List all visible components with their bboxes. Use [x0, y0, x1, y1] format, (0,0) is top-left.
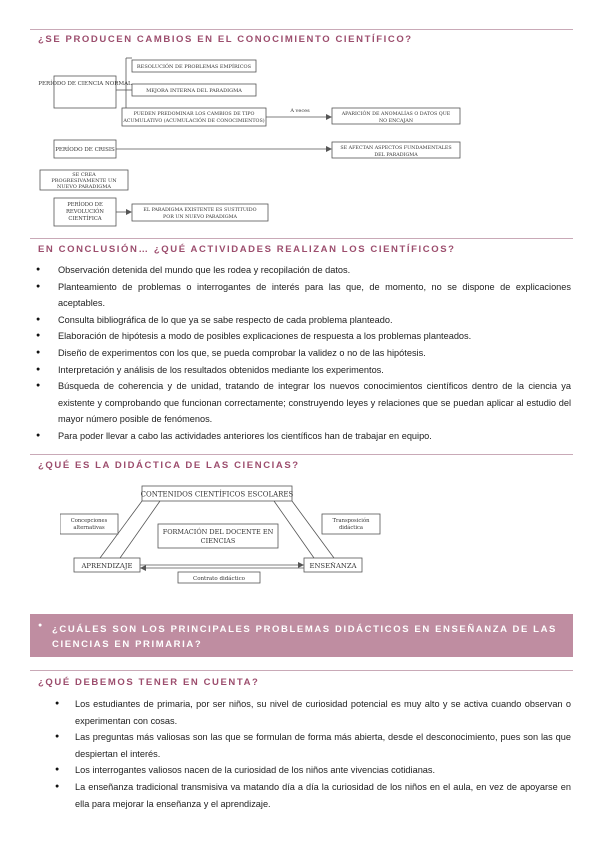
label-training-2: CIENCIAS — [200, 537, 236, 545]
label-revolution-1: PERÍODO DE — [67, 202, 103, 208]
label-affect-1: SE AFECTAN ASPECTOS FUNDAMENTALES — [340, 146, 452, 151]
section-heading-activities: EN CONCLUSIÓN… ¿QUÉ ACTIVIDADES REALIZAN LOS CIENTÍFICOS? — [38, 244, 456, 255]
label-crisis: PERÍODO DE CRISIS — [55, 147, 115, 153]
label-sometimes: A veces — [290, 108, 310, 114]
list-item: ● Elaboración de hipótesis a modo de posibles explicaciones de respuesta a los problemas planteados. — [36, 328, 571, 345]
divider — [30, 454, 573, 455]
list-item: ● Consulta bibliográfica de lo que ya se sabe respecto de cada problema planteado. — [36, 312, 571, 329]
label-revolution-2: REVOLUCIÓN — [66, 209, 104, 215]
list-item: ● Los estudiantes de primaria, por ser niños, su nivel de curiosidad potencial es muy alto y se activa cuando observan o experimentan con cosas. — [55, 696, 571, 729]
label-progressive-3: NUEVO PARADIGMA — [56, 184, 112, 190]
label-resolution: RESOLUCIÓN DE PROBLEMAS EMPÍRICOS — [136, 64, 252, 70]
list-item: ● La enseñanza tradicional transmisiva va matando día a día la curiosidad de los niños en el aula, en vez de apoyarse en ella para mejorar la enseñanza y el aprendizaje. — [55, 779, 571, 812]
label-alt-1: Concepciones — [70, 518, 108, 524]
considerations-list — [55, 696, 571, 812]
label-anomalies-1: APARICIÓN DE ANOMALÍAS O DATOS QUE — [341, 112, 451, 117]
label-trans-2: didáctica — [338, 525, 364, 531]
label-progressive-2: PROGRESIVAMENTE UN — [51, 178, 117, 184]
label-improvement: MEJORA INTERNA DEL PARADIGMA — [146, 88, 242, 94]
label-replace-2: POR UN NUEVO PARADIGMA — [163, 215, 237, 220]
list-item: ● Planteamiento de problemas o interrogantes de interés para las que, de momento, no se dispone de explicaciones aceptables. — [36, 279, 571, 312]
box-alt-conceptions — [60, 514, 118, 534]
section-band-problems — [30, 614, 573, 657]
label-revolution-3: CIENTÍFICA — [68, 216, 102, 222]
label-progressive-1: SE CREA — [72, 172, 96, 178]
label-learning: APRENDIZAJE — [81, 562, 133, 570]
diagram-scientific-change — [36, 52, 476, 232]
section-heading-consider: ¿QUÉ DEBEMOS TENER EN CUENTA? — [38, 677, 260, 688]
label-alt-2: alternativas — [73, 525, 105, 531]
label-contents: CONTENIDOS CIENTÍFICOS ESCOLARES — [140, 490, 294, 499]
label-training-1: FORMACIÓN DEL DOCENTE EN — [162, 528, 274, 536]
list-item: ● Observación detenida del mundo que les rodea y recopilación de datos. — [36, 262, 571, 279]
label-anomalies-2: NO ENCAJAN — [378, 119, 414, 124]
band-bullet: ● — [38, 622, 43, 629]
diagram-didactics — [60, 482, 396, 586]
label-change-2: ACUMULATIVO (ACUMULACIÓN DE CONOCIMIENTOS) — [123, 119, 265, 124]
list-item: ● Para poder llevar a cabo las actividades anteriores los científicos han de trabajar en equipo. — [36, 428, 571, 445]
section-heading-didactics: ¿QUÉ ES LA DIDÁCTICA DE LAS CIENCIAS? — [38, 460, 300, 471]
label-teaching: ENSEÑANZA — [309, 562, 357, 570]
list-item: ● Diseño de experimentos con los que, se pueda comprobar la validez o no de las hipótesis. — [36, 345, 571, 362]
list-item: ● Búsqueda de coherencia y de unidad, tratando de integrar los nuevos conocimientos científicos dentro de la ciencia ya existente y comprobando que funcionan correctamente; construyendo leyes y relaciones que se puedan aplicar al estudio del mayor número posible de fenómenos. — [36, 378, 571, 428]
divider — [30, 670, 573, 671]
list-item: ● Las preguntas más valiosas son las que se formulan de forma más abierta, desde el desconocimiento, pues son las que despiertan el interés. — [55, 729, 571, 762]
section-heading-problems: ¿CUÁLES SON LOS PRINCIPALES PROBLEMAS DIDÁCTICOS EN ENSEÑANZA DE LAS CIENCIAS EN PRIMARIA? — [52, 624, 557, 650]
label-change-1: PUEDEN PREDOMINAR LOS CAMBIOS DE TIPO — [133, 112, 255, 117]
activities-list — [36, 262, 571, 445]
section-heading-changes: ¿SE PRODUCEN CAMBIOS EN EL CONOCIMIENTO CIENTÍFICO? — [38, 34, 413, 45]
label-affect-2: DEL PARADIGMA — [374, 153, 418, 158]
divider — [30, 29, 573, 30]
list-item: ● Los interrogantes valiosos nacen de la curiosidad de los niños ante vivencias cotidianas. — [55, 762, 571, 779]
list-item: ● Interpretación y análisis de los resultados obtenidos mediante los experimentos. — [36, 362, 571, 379]
label-trans-1: Transposición — [332, 518, 370, 524]
box-transposition — [322, 514, 380, 534]
label-contract: Contrato didáctico — [193, 576, 245, 582]
divider — [30, 238, 573, 239]
label-normal-science: PERÍODO DE CIENCIA NORMAL — [38, 81, 132, 87]
label-replace-1: EL PARADIGMA EXISTENTE ES SUSTITUIDO — [143, 208, 257, 213]
